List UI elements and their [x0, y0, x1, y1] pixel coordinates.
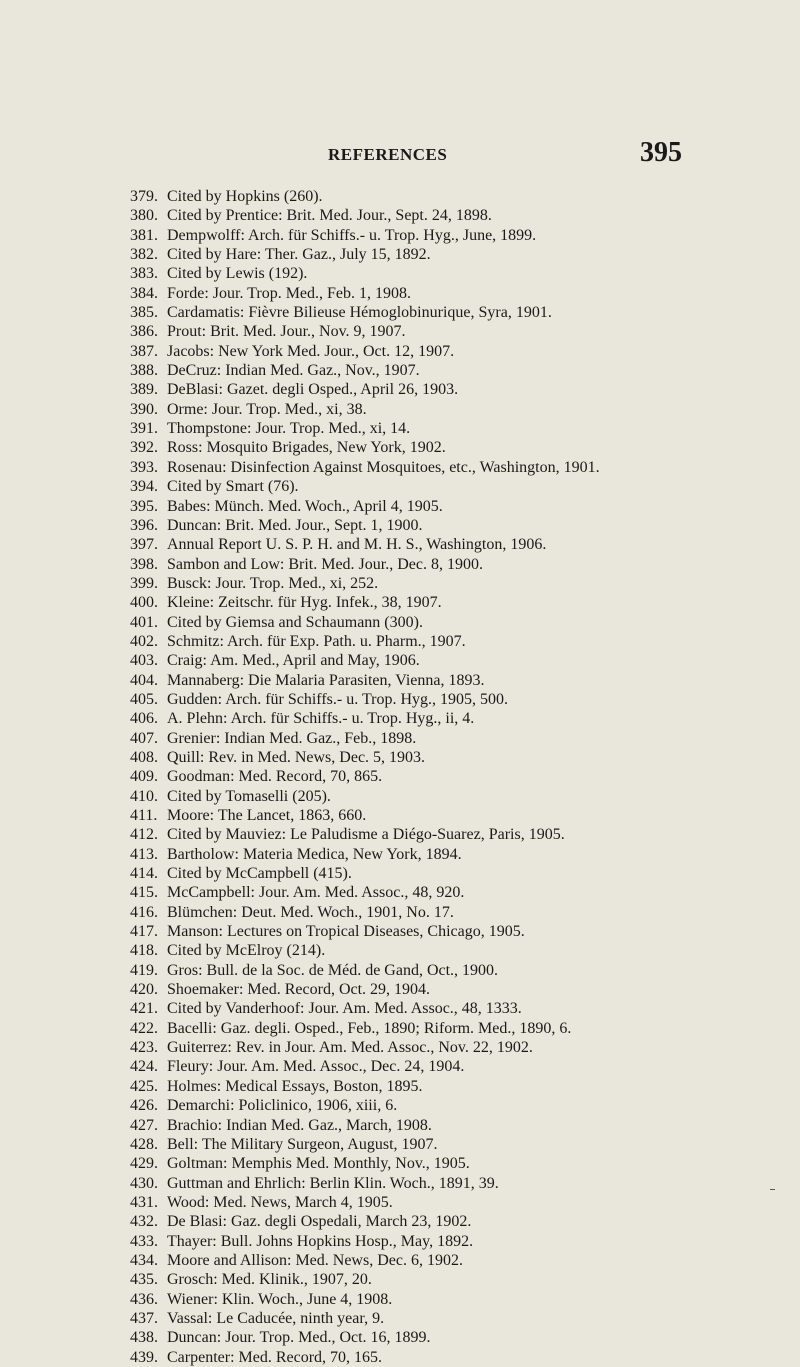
- reference-number: 413.: [130, 845, 158, 863]
- reference-citation: Blümchen: Deut. Med. Woch., 1901, No. 17.: [167, 903, 454, 921]
- reference-item: [130, 245, 770, 264]
- reference-citation: Wiener: Klin. Woch., June 4, 1908.: [167, 1290, 393, 1308]
- reference-citation: Cited by Prentice: Brit. Med. Jour., Sept. 24, 1898.: [167, 207, 492, 225]
- reference-citation: McCampbell: Jour. Am. Med. Assoc., 48, 920.: [167, 884, 465, 902]
- margin-mark: [770, 1189, 775, 1190]
- reference-citation: Guiterrez: Rev. in Jour. Am. Med. Assoc., Nov. 22, 1902.: [167, 1039, 533, 1057]
- reference-item: [130, 651, 770, 670]
- reference-citation: Grenier: Indian Med. Gaz., Feb., 1898.: [167, 729, 417, 747]
- reference-item: [130, 535, 770, 554]
- reference-item: [130, 806, 770, 825]
- reference-item: [130, 690, 770, 709]
- reference-item: [130, 1174, 770, 1193]
- reference-item: [130, 477, 770, 496]
- reference-item: [130, 1154, 770, 1173]
- reference-number: 381.: [130, 226, 158, 244]
- reference-item: [130, 264, 770, 283]
- reference-number: 382.: [130, 246, 158, 264]
- reference-citation: Vassal: Le Caducée, ninth year, 9.: [167, 1309, 385, 1327]
- reference-citation: Orme: Jour. Trop. Med., xi, 38.: [167, 400, 367, 418]
- reference-citation: Thompstone: Jour. Trop. Med., xi, 14.: [167, 420, 411, 438]
- reference-citation: Bacelli: Gaz. degli. Osped., Feb., 1890; Riform. Med., 1890, 6.: [167, 1019, 572, 1037]
- reference-number: 406.: [130, 710, 158, 728]
- reference-citation: Shoemaker: Med. Record, Oct. 29, 1904.: [167, 981, 431, 999]
- reference-citation: Holmes: Medical Essays, Boston, 1895.: [167, 1077, 423, 1095]
- reference-number: 392.: [130, 439, 158, 457]
- reference-citation: Ross: Mosquito Brigades, New York, 1902.: [167, 439, 446, 457]
- reference-item: [130, 400, 770, 419]
- reference-citation: Cited by McCampbell (415).: [167, 865, 352, 883]
- reference-number: 431.: [130, 1193, 158, 1211]
- reference-number: 411.: [130, 807, 158, 824]
- reference-number: 439.: [130, 1348, 158, 1366]
- reference-number: 396.: [130, 516, 158, 534]
- reference-citation: Brachio: Indian Med. Gaz., March, 1908.: [167, 1116, 432, 1134]
- reference-item: [130, 767, 770, 786]
- reference-number: 397.: [130, 536, 158, 554]
- reference-item: [130, 1251, 770, 1270]
- reference-item: [130, 1057, 770, 1076]
- reference-item: [130, 322, 770, 341]
- reference-citation: Forde: Jour. Trop. Med., Feb. 1, 1908.: [167, 284, 412, 302]
- reference-number: 422.: [130, 1019, 158, 1037]
- reference-item: [130, 1096, 770, 1115]
- reference-number: 425.: [130, 1077, 158, 1095]
- reference-citation: Gros: Bull. de la Soc. de Méd. de Gand, Oct., 1900.: [167, 961, 499, 979]
- reference-item: [130, 922, 770, 941]
- reference-item: [130, 593, 770, 612]
- reference-item: [130, 187, 770, 206]
- reference-citation: Carpenter: Med. Record, 70, 165.: [167, 1348, 383, 1366]
- reference-number: 420.: [130, 981, 158, 999]
- reference-number: 379.: [130, 188, 158, 205]
- reference-item: [130, 825, 770, 844]
- reference-citation: Cardamatis: Fièvre Bilieuse Hémoglobinurique, Syra, 1901.: [167, 304, 552, 322]
- reference-number: 398.: [130, 555, 158, 573]
- reference-number: 409.: [130, 768, 158, 786]
- reference-number: 415.: [130, 884, 158, 902]
- reference-item: [130, 574, 770, 593]
- reference-number: 389.: [130, 381, 158, 399]
- reference-citation: Cited by Giemsa and Schaumann (300).: [167, 613, 423, 631]
- reference-number: 426.: [130, 1097, 158, 1115]
- reference-item: [130, 497, 770, 516]
- reference-item: [130, 1077, 770, 1096]
- reference-item: [130, 458, 770, 477]
- reference-item: [130, 284, 770, 303]
- reference-number: 403.: [130, 652, 158, 670]
- reference-number: 383.: [130, 265, 158, 283]
- reference-number: 438.: [130, 1329, 158, 1347]
- reference-number: 424.: [130, 1058, 158, 1076]
- reference-item: [130, 864, 770, 883]
- reference-number: 434.: [130, 1251, 158, 1269]
- reference-item: [130, 1290, 770, 1309]
- reference-number: 401.: [130, 613, 158, 631]
- reference-citation: Moore and Allison: Med. News, Dec. 6, 1902.: [167, 1251, 463, 1269]
- reference-item: [130, 438, 770, 457]
- reference-citation: Cited by Lewis (192).: [167, 265, 308, 283]
- reference-number: 380.: [130, 207, 158, 225]
- reference-number: 399.: [130, 574, 158, 592]
- reference-citation: Jacobs: New York Med. Jour., Oct. 12, 1907.: [167, 342, 455, 360]
- reference-number: 410.: [130, 787, 158, 805]
- reference-citation: Bell: The Military Surgeon, August, 1907.: [167, 1135, 438, 1153]
- reference-citation: Grosch: Med. Klinik., 1907, 20.: [167, 1271, 372, 1289]
- reference-item: [130, 206, 770, 225]
- reference-item: [130, 903, 770, 922]
- reference-citation: Dempwolff: Arch. für Schiffs.- u. Trop. Hyg., June, 1899.: [167, 226, 537, 244]
- reference-item: [130, 342, 770, 361]
- reference-citation: Cited by Smart (76).: [167, 478, 299, 496]
- reference-number: 414.: [130, 865, 158, 883]
- reference-number: 428.: [130, 1135, 158, 1153]
- reference-number: 387.: [130, 342, 158, 360]
- reference-citation: Bartholow: Materia Medica, New York, 1894.: [167, 845, 462, 863]
- reference-number: 388.: [130, 362, 158, 380]
- reference-item: [130, 613, 770, 632]
- reference-citation: Demarchi: Policlinico, 1906, xiii, 6.: [167, 1097, 398, 1115]
- reference-citation: Thayer: Bull. Johns Hopkins Hosp., May, 1892.: [167, 1232, 474, 1250]
- reference-citation: Wood: Med. News, March 4, 1905.: [167, 1193, 393, 1211]
- reference-number: 432.: [130, 1213, 158, 1231]
- reference-number: 417.: [130, 923, 158, 941]
- reference-citation: Goltman: Memphis Med. Monthly, Nov., 1905.: [167, 1155, 470, 1173]
- reference-citation: Cited by Hare: Ther. Gaz., July 15, 1892.: [167, 246, 431, 264]
- reference-citation: Rosenau: Disinfection Against Mosquitoes, etc., Washington, 1901.: [167, 458, 600, 476]
- reference-item: [130, 1212, 770, 1231]
- reference-item: [130, 1193, 770, 1212]
- reference-number: 393.: [130, 458, 158, 476]
- reference-citation: Manson: Lectures on Tropical Diseases, Chicago, 1905.: [167, 923, 525, 941]
- reference-number: 436.: [130, 1290, 158, 1308]
- reference-number: 404.: [130, 671, 158, 689]
- reference-item: [130, 516, 770, 535]
- reference-number: 433.: [130, 1232, 158, 1250]
- reference-item: [130, 1328, 770, 1347]
- reference-item: [130, 941, 770, 960]
- reference-citation: Cited by Mauviez: Le Paludisme a Diégo-Suarez, Paris, 1905.: [167, 826, 565, 844]
- reference-citation: Kleine: Zeitschr. für Hyg. Infek., 38, 1907.: [167, 594, 442, 612]
- reference-citation: Prout: Brit. Med. Jour., Nov. 9, 1907.: [167, 323, 406, 341]
- reference-item: [130, 1270, 770, 1289]
- reference-citation: Sambon and Low: Brit. Med. Jour., Dec. 8, 1900.: [167, 555, 483, 573]
- reference-citation: Busck: Jour. Trop. Med., xi, 252.: [167, 574, 379, 592]
- reference-item: [130, 787, 770, 806]
- reference-number: 400.: [130, 594, 158, 612]
- reference-item: [130, 729, 770, 748]
- reference-number: 385.: [130, 304, 158, 322]
- reference-citation: Moore: The Lancet, 1863, 660.: [167, 807, 367, 824]
- page-number: 395: [640, 137, 682, 168]
- reference-citation: Duncan: Brit. Med. Jour., Sept. 1, 1900.: [167, 516, 423, 534]
- reference-item: [130, 1135, 770, 1154]
- reference-item: [130, 1038, 770, 1057]
- reference-item: [130, 1116, 770, 1135]
- reference-item: [130, 709, 770, 728]
- reference-item: [130, 419, 770, 438]
- reference-citation: Annual Report U. S. P. H. and M. H. S., Washington, 1906.: [167, 536, 547, 554]
- reference-number: 391.: [130, 420, 158, 438]
- reference-citation: Cited by Vanderhoof: Jour. Am. Med. Assoc., 48, 1333.: [167, 1000, 522, 1018]
- reference-number: 395.: [130, 497, 158, 515]
- reference-list: [130, 187, 770, 1367]
- reference-number: 419.: [130, 961, 158, 979]
- reference-number: 412.: [130, 826, 158, 844]
- reference-item: [130, 883, 770, 902]
- reference-citation: Quill: Rev. in Med. News, Dec. 5, 1903.: [167, 748, 426, 766]
- reference-item: [130, 1019, 770, 1038]
- running-head-title: REFERENCES: [328, 145, 448, 164]
- reference-citation: Goodman: Med. Record, 70, 865.: [167, 768, 383, 786]
- reference-citation: De Blasi: Gaz. degli Ospedali, March 23, 1902.: [167, 1213, 472, 1231]
- reference-item: [130, 845, 770, 864]
- reference-item: [130, 226, 770, 245]
- reference-number: 418.: [130, 942, 158, 960]
- reference-item: [130, 361, 770, 380]
- reference-number: 402.: [130, 632, 158, 650]
- reference-citation: Mannaberg: Die Malaria Parasiten, Vienna, 1893.: [167, 671, 485, 689]
- reference-citation: Cited by Tomaselli (205).: [167, 787, 331, 805]
- reference-citation: Babes: Münch. Med. Woch., April 4, 1905.: [167, 497, 443, 515]
- reference-number: 384.: [130, 284, 158, 302]
- reference-number: 407.: [130, 729, 158, 747]
- reference-item: [130, 555, 770, 574]
- reference-number: 429.: [130, 1155, 158, 1173]
- reference-number: 430.: [130, 1174, 158, 1192]
- reference-citation: Cited by McElroy (214).: [167, 942, 326, 960]
- reference-item: [130, 671, 770, 690]
- reference-number: 427.: [130, 1116, 158, 1134]
- reference-number: 408.: [130, 748, 158, 766]
- reference-citation: Schmitz: Arch. für Exp. Path. u. Pharm., 1907.: [167, 632, 466, 650]
- reference-item: [130, 1309, 770, 1328]
- reference-number: 435.: [130, 1271, 158, 1289]
- reference-citation: Gudden: Arch. für Schiffs.- u. Trop. Hyg., 1905, 500.: [167, 690, 509, 708]
- reference-number: 390.: [130, 400, 158, 418]
- reference-citation: Duncan: Jour. Trop. Med., Oct. 16, 1899.: [167, 1329, 431, 1347]
- reference-citation: Guttman and Ehrlich: Berlin Klin. Woch., 1891, 39.: [167, 1174, 499, 1192]
- reference-item: [130, 1232, 770, 1251]
- reference-item: [130, 980, 770, 999]
- reference-number: 423.: [130, 1039, 158, 1057]
- reference-citation: Cited by Hopkins (260).: [167, 188, 323, 205]
- reference-item: [130, 632, 770, 651]
- reference-citation: A. Plehn: Arch. für Schiffs.- u. Trop. Hyg., ii, 4.: [167, 710, 475, 728]
- reference-item: [130, 303, 770, 322]
- reference-item: [130, 380, 770, 399]
- reference-item: [130, 999, 770, 1018]
- reference-number: 405.: [130, 690, 158, 708]
- reference-item: [130, 748, 770, 767]
- reference-number: 416.: [130, 903, 158, 921]
- reference-citation: DeBlasi: Gazet. degli Osped., April 26, 1903.: [167, 381, 459, 399]
- running-head: [0, 137, 800, 181]
- reference-citation: Fleury: Jour. Am. Med. Assoc., Dec. 24, 1904.: [167, 1058, 465, 1076]
- reference-citation: Craig: Am. Med., April and May, 1906.: [167, 652, 420, 670]
- reference-item: [130, 961, 770, 980]
- reference-citation: DeCruz: Indian Med. Gaz., Nov., 1907.: [167, 362, 420, 380]
- reference-number: 421.: [130, 1000, 158, 1018]
- reference-number: 394.: [130, 478, 158, 496]
- reference-number: 437.: [130, 1309, 158, 1327]
- reference-item: [130, 1348, 770, 1367]
- reference-number: 386.: [130, 323, 158, 341]
